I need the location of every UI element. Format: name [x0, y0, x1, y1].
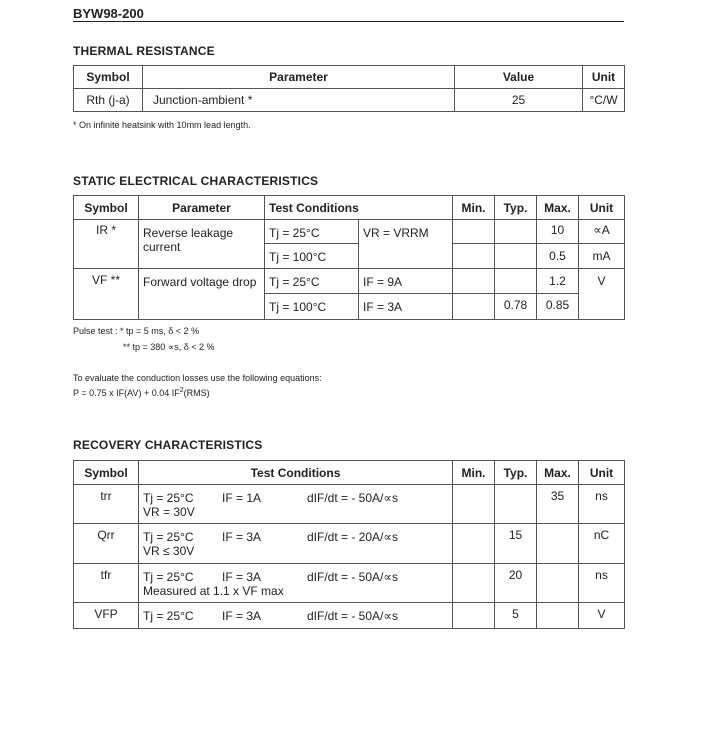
col-unit: Unit [579, 461, 625, 485]
col-unit: Unit [583, 66, 625, 89]
vf-tj-100: Tj = 100°C [265, 294, 359, 320]
tfr-symbol: tfr [74, 564, 139, 603]
ir-tj-25: Tj = 25°C [265, 220, 359, 244]
col-min: Min. [453, 196, 495, 220]
vfp-if: IF = 3A [222, 609, 262, 623]
ir-min-25 [453, 220, 495, 244]
thermal-value: 25 [455, 89, 583, 112]
ir-max-25: 10 [537, 220, 579, 244]
document-title: BYW98-200 [73, 6, 144, 21]
col-max: Max. [537, 196, 579, 220]
qrr-symbol: Qrr [74, 524, 139, 564]
vf-tj-25: Tj = 25°C [265, 269, 359, 294]
vf-parameter: Forward voltage drop [139, 269, 265, 320]
tfr-measured: Measured at 1.1 x VF max [143, 584, 284, 598]
static-table [73, 195, 625, 320]
thermal-heading: THERMAL RESISTANCE [73, 44, 215, 58]
col-parameter: Parameter [143, 66, 455, 89]
vf-max-25: 1.2 [537, 269, 579, 294]
col-test-conditions: Test Conditions [265, 196, 453, 220]
qrr-unit: nC [579, 524, 625, 564]
col-unit: Unit [579, 196, 625, 220]
tfr-max [537, 564, 579, 603]
col-min: Min. [453, 461, 495, 485]
trr-min [453, 485, 495, 524]
qrr-typ: 15 [495, 524, 537, 564]
tfr-if: IF = 3A [222, 570, 262, 584]
table-row [74, 524, 625, 564]
table-row [74, 485, 625, 524]
vf-symbol: VF ** [74, 269, 139, 320]
vf-typ-100: 0.78 [495, 294, 537, 320]
pulse-test-line-2: ** tp = 380 ∝s, δ < 2 % [123, 342, 215, 352]
ir-tj-100: Tj = 100°C [265, 244, 359, 269]
qrr-max [537, 524, 579, 564]
tfr-didt: dIF/dt = - 50A/∝s [307, 570, 398, 584]
col-typ: Typ. [495, 461, 537, 485]
vfp-max [537, 603, 579, 629]
pulse-test-line-1: Pulse test : * tp = 5 ms, δ < 2 % [73, 326, 200, 336]
col-test-conditions: Test Conditions [139, 461, 453, 485]
vf-min-100 [453, 294, 495, 320]
thermal-table [73, 65, 625, 112]
ir-parameter: Reverse leakage current [139, 220, 265, 269]
vf-typ-25 [495, 269, 537, 294]
recovery-heading: RECOVERY CHARACTERISTICS [73, 438, 263, 452]
title-rule [73, 21, 624, 22]
loss-equation [73, 387, 210, 398]
vfp-didt: dIF/dt = - 50A/∝s [307, 609, 398, 623]
ir-unit-25: ∝A [579, 220, 625, 244]
qrr-tj: Tj = 25°C [143, 530, 194, 544]
ir-typ-100 [495, 244, 537, 269]
tfr-tj: Tj = 25°C [143, 570, 194, 584]
vf-cond-100: IF = 3A [359, 294, 453, 320]
thermal-unit: °C/W [583, 89, 625, 112]
tfr-typ: 20 [495, 564, 537, 603]
trr-didt: dIF/dt = - 50A/∝s [307, 491, 398, 505]
ir-min-100 [453, 244, 495, 269]
static-heading: STATIC ELECTRICAL CHARACTERISTICS [73, 174, 319, 188]
table-row [74, 564, 625, 603]
qrr-vr: VR ≤ 30V [143, 544, 195, 558]
col-symbol: Symbol [74, 461, 139, 485]
evaluation-note: To evaluate the conduction losses use the following equations: [73, 373, 322, 383]
col-value: Value [455, 66, 583, 89]
vfp-tj: Tj = 25°C [143, 609, 194, 623]
vfp-unit: V [579, 603, 625, 629]
vfp-symbol: VFP [74, 603, 139, 629]
vf-unit: V [579, 269, 625, 320]
loss-equation-tail: (RMS) [183, 388, 210, 398]
vfp-min [453, 603, 495, 629]
trr-vr: VR = 30V [143, 505, 195, 519]
qrr-conditions [139, 524, 453, 564]
vf-max-100: 0.85 [537, 294, 579, 320]
col-typ: Typ. [495, 196, 537, 220]
loss-equation-exponent: 2 [179, 387, 184, 394]
vfp-typ: 5 [495, 603, 537, 629]
trr-if: IF = 1A [222, 491, 262, 505]
col-symbol: Symbol [74, 66, 143, 89]
loss-equation-main: P = 0.75 x IF(AV) + 0.04 IF [73, 388, 180, 398]
col-max: Max. [537, 461, 579, 485]
tfr-unit: ns [579, 564, 625, 603]
ir-condition: VR = VRRM [359, 220, 453, 269]
qrr-if: IF = 3A [222, 530, 262, 544]
table-row [74, 603, 625, 629]
trr-unit: ns [579, 485, 625, 524]
ir-max-100: 0.5 [537, 244, 579, 269]
thermal-footnote: * On infinite heatsink with 10mm lead length. [73, 120, 251, 130]
trr-symbol: trr [74, 485, 139, 524]
vfp-conditions [139, 603, 453, 629]
col-parameter: Parameter [139, 196, 265, 220]
ir-symbol: IR * [74, 220, 139, 269]
tfr-conditions [139, 564, 453, 603]
trr-max: 35 [537, 485, 579, 524]
thermal-parameter: Junction-ambient * [143, 89, 455, 112]
recovery-table [73, 460, 625, 629]
thermal-symbol: Rth (j-a) [74, 89, 143, 112]
vf-min-25 [453, 269, 495, 294]
vf-cond-25: IF = 9A [359, 269, 453, 294]
ir-unit-100: mA [579, 244, 625, 269]
trr-conditions [139, 485, 453, 524]
qrr-didt: dIF/dt = - 20A/∝s [307, 530, 398, 544]
trr-tj: Tj = 25°C [143, 491, 194, 505]
ir-typ-25 [495, 220, 537, 244]
tfr-min [453, 564, 495, 603]
col-symbol: Symbol [74, 196, 139, 220]
trr-typ [495, 485, 537, 524]
qrr-min [453, 524, 495, 564]
